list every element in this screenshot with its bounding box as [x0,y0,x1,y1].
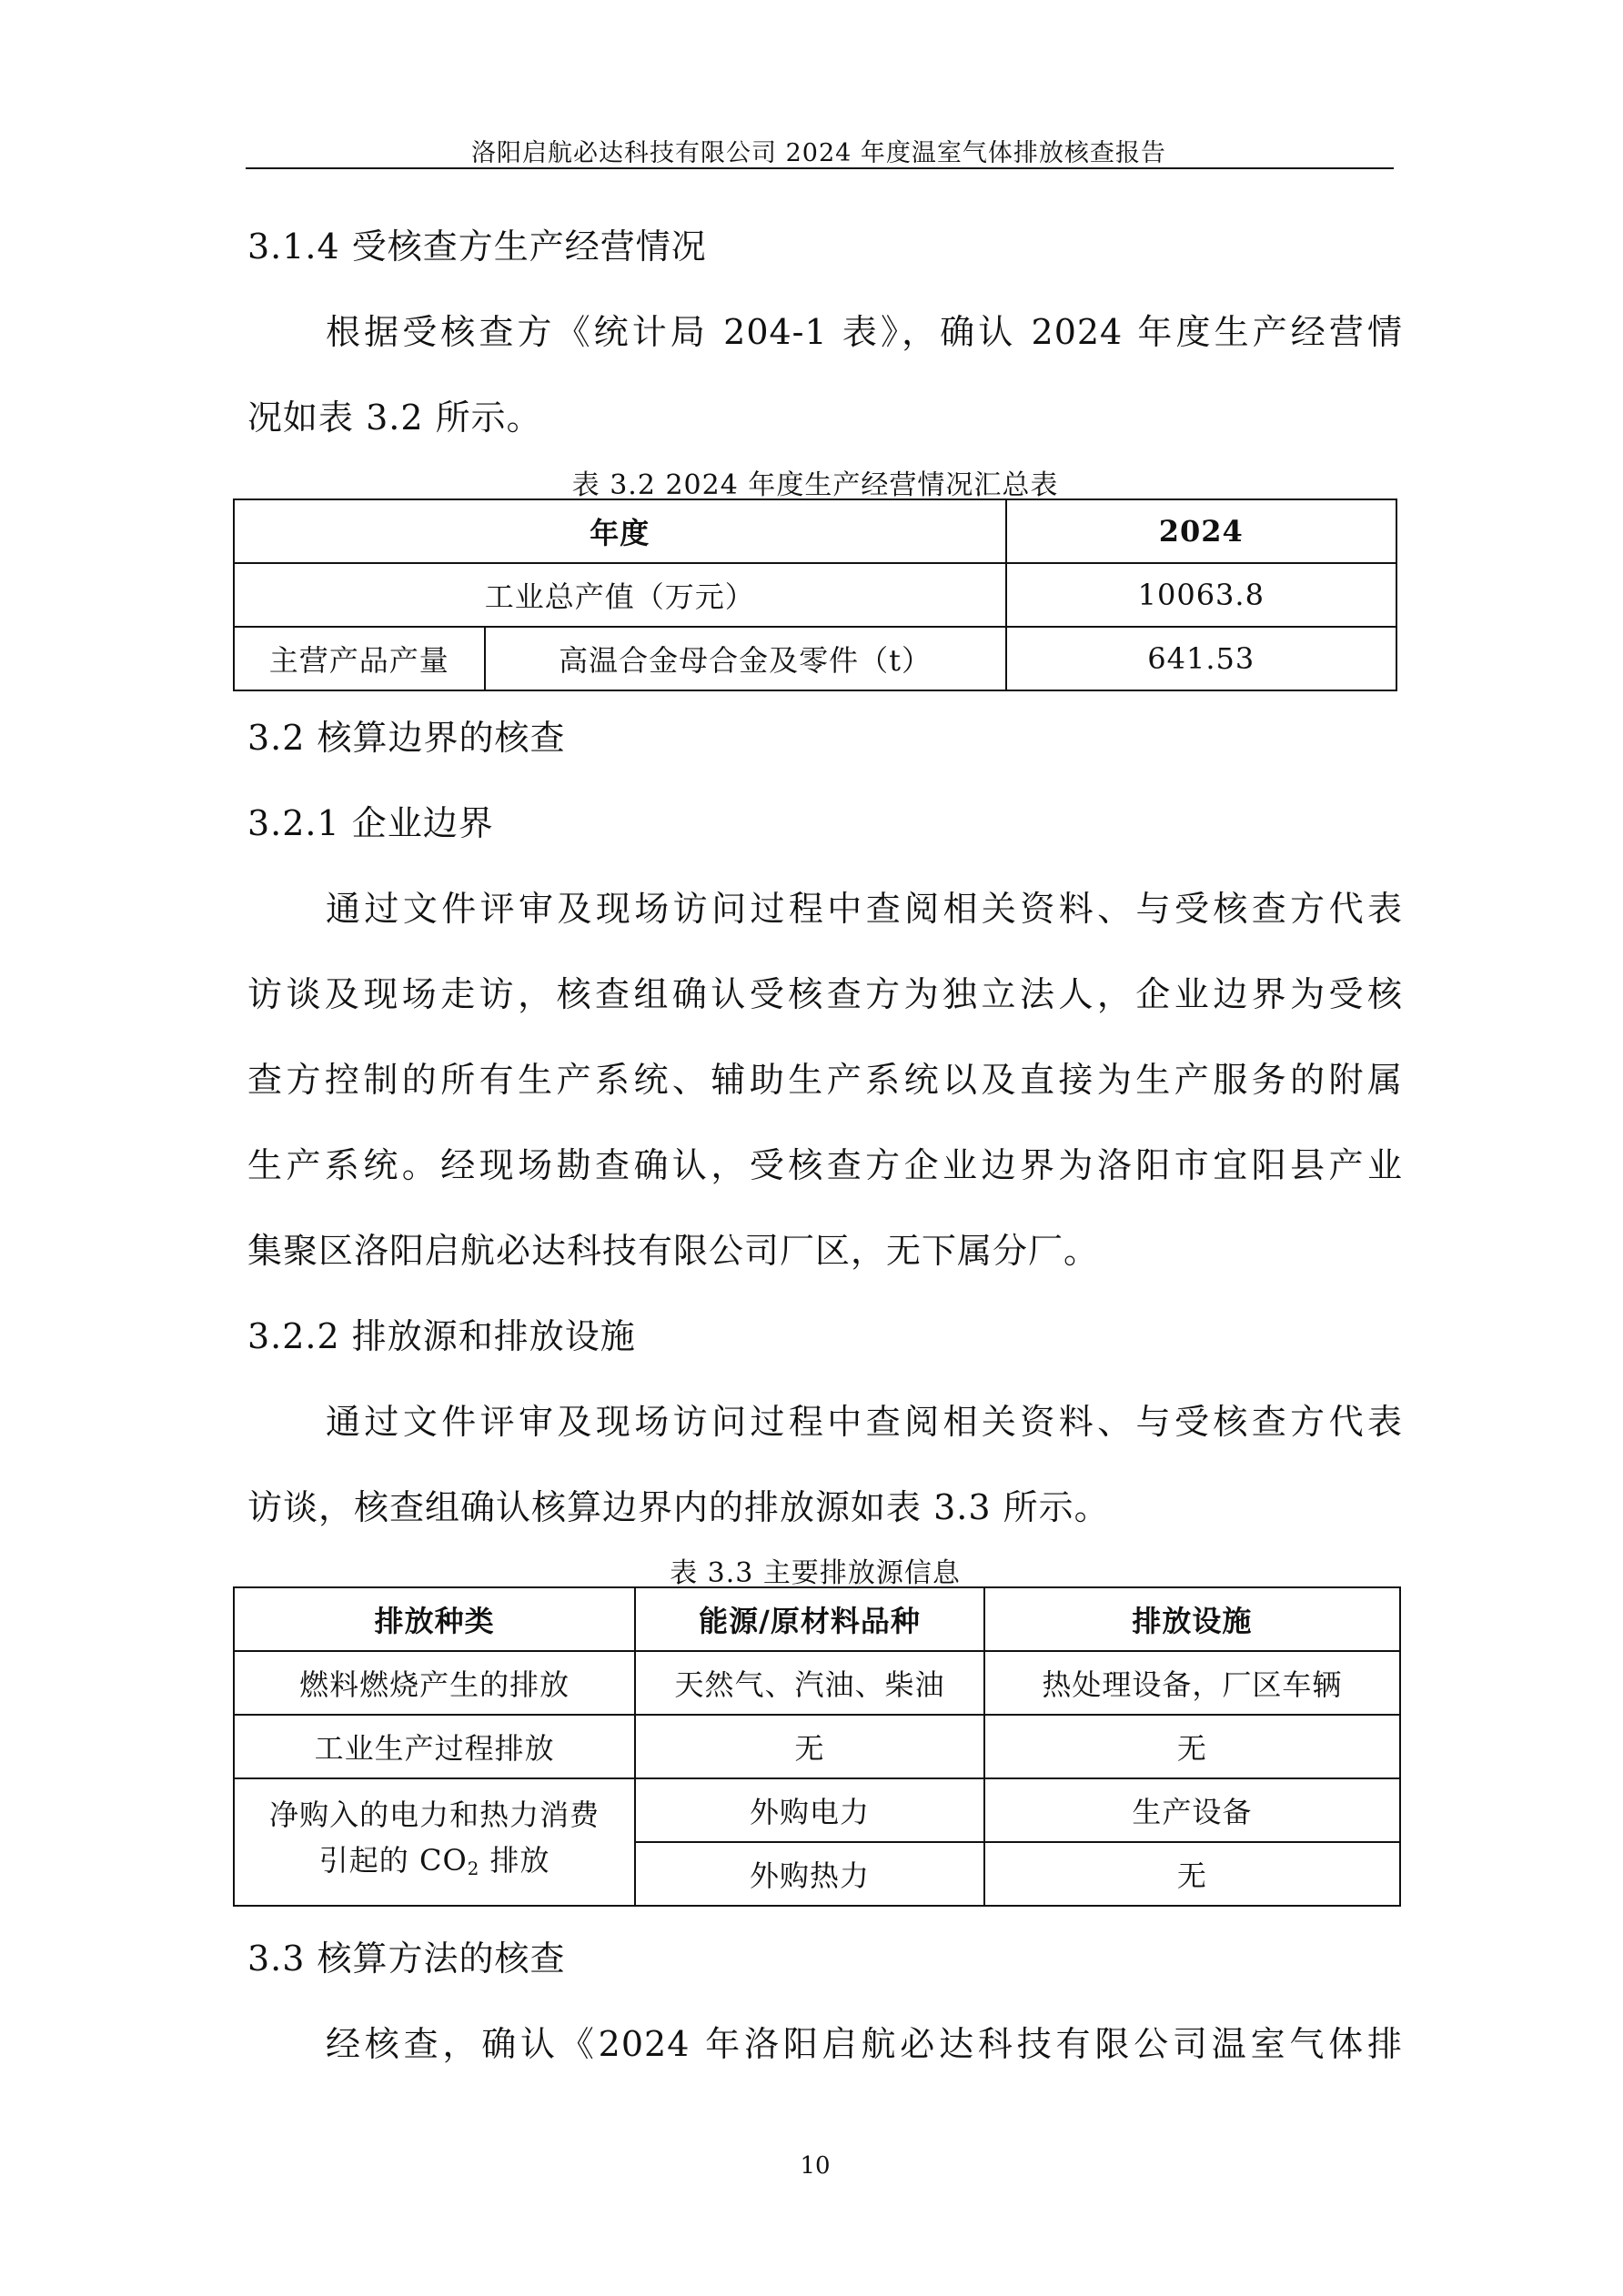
co2-subscript: 2 [467,1858,480,1879]
header-cell-energy-material: 能源/原材料品种 [635,1587,983,1651]
table-cell: 燃料燃烧产生的排放 [234,1651,635,1715]
header-cell-emission-facility: 排放设施 [984,1587,1400,1651]
header-cell-year: 年度 [234,499,1006,563]
table-cell: 工业总产值（万元） [234,563,1006,627]
table-3-2-caption: 表 3.2 2024 年度生产经营情况汇总表 [571,469,1059,501]
table-cell: 生产设备 [984,1778,1400,1842]
heading-3-2: 3.2 核算边界的核查 [247,718,566,758]
running-header: 洛阳启航必达科技有限公司 2024 年度温室气体排放核查报告 [471,139,1166,167]
table-cell: 外购电力 [635,1778,983,1842]
paragraph-line: 经核查，确认《2024 年洛阳启航必达科技有限公司温室气体排 [326,2024,1403,2064]
merged-type-line-1: 净购入的电力和热力消费 [269,1798,600,1833]
paragraph-line: 生产系统。经现场勘查确认，受核查方企业边界为洛阳市宜阳县产业 [247,1145,1403,1185]
table-3-3-caption: 表 3.3 主要排放源信息 [670,1557,961,1589]
paragraph-line: 通过文件评审及现场访问过程中查阅相关资料、与受核查方代表 [326,889,1403,929]
heading-3-1-4: 3.1.4 受核查方生产经营情况 [247,227,707,267]
merged-type-cell [234,1778,635,1906]
table-3-3 [233,1586,1401,1907]
table-cell: 主营产品产量 [234,627,485,690]
table-cell: 无 [635,1715,983,1778]
table-header-row [234,499,1396,563]
paragraph-line: 况如表 3.2 所示。 [247,398,542,438]
table-row [234,1715,1400,1778]
table-cell: 外购热力 [635,1842,983,1906]
heading-3-2-1: 3.2.1 企业边界 [247,803,494,843]
table-cell: 天然气、汽油、柴油 [635,1651,983,1715]
co2-suffix: 排放 [479,1843,550,1878]
heading-3-3: 3.3 核算方法的核查 [247,1939,566,1979]
table-3-2 [233,498,1397,691]
table-cell: 641.53 [1006,627,1396,690]
paragraph-line: 根据受核查方《统计局 204-1 表》，确认 2024 年度生产经营情 [326,312,1403,352]
table-cell: 无 [984,1715,1400,1778]
header-rule [246,167,1394,169]
paragraph-line: 访谈及现场走访，核查组确认受核查方为独立法人，企业边界为受核 [247,974,1403,1014]
table-cell: 10063.8 [1006,563,1396,627]
table-cell: 高温合金母合金及零件（t） [485,627,1006,690]
paragraph-line: 集聚区洛阳启航必达科技有限公司厂区，无下属分厂。 [247,1231,1100,1271]
table-row [234,627,1396,690]
table-cell: 无 [984,1842,1400,1906]
paragraph-line: 访谈，核查组确认核算边界内的排放源如表 3.3 所示。 [247,1487,1110,1527]
table-row [234,1651,1400,1715]
table-cell: 热处理设备，厂区车辆 [984,1651,1400,1715]
table-row [234,1778,1400,1842]
merged-type-line-2 [235,1838,634,1892]
paragraph-line: 通过文件评审及现场访问过程中查阅相关资料、与受核查方代表 [326,1402,1403,1442]
table-cell: 工业生产过程排放 [234,1715,635,1778]
co2-prefix: 引起的 CO [318,1843,468,1878]
table-row [234,563,1396,627]
paragraph-line: 查方控制的所有生产系统、辅助生产系统以及直接为生产服务的附属 [247,1060,1403,1100]
page-number: 10 [800,2152,831,2180]
table-header-row [234,1587,1400,1651]
heading-3-2-2: 3.2.2 排放源和排放设施 [247,1316,636,1356]
header-cell-2024: 2024 [1006,499,1396,563]
header-cell-emission-type: 排放种类 [234,1587,635,1651]
